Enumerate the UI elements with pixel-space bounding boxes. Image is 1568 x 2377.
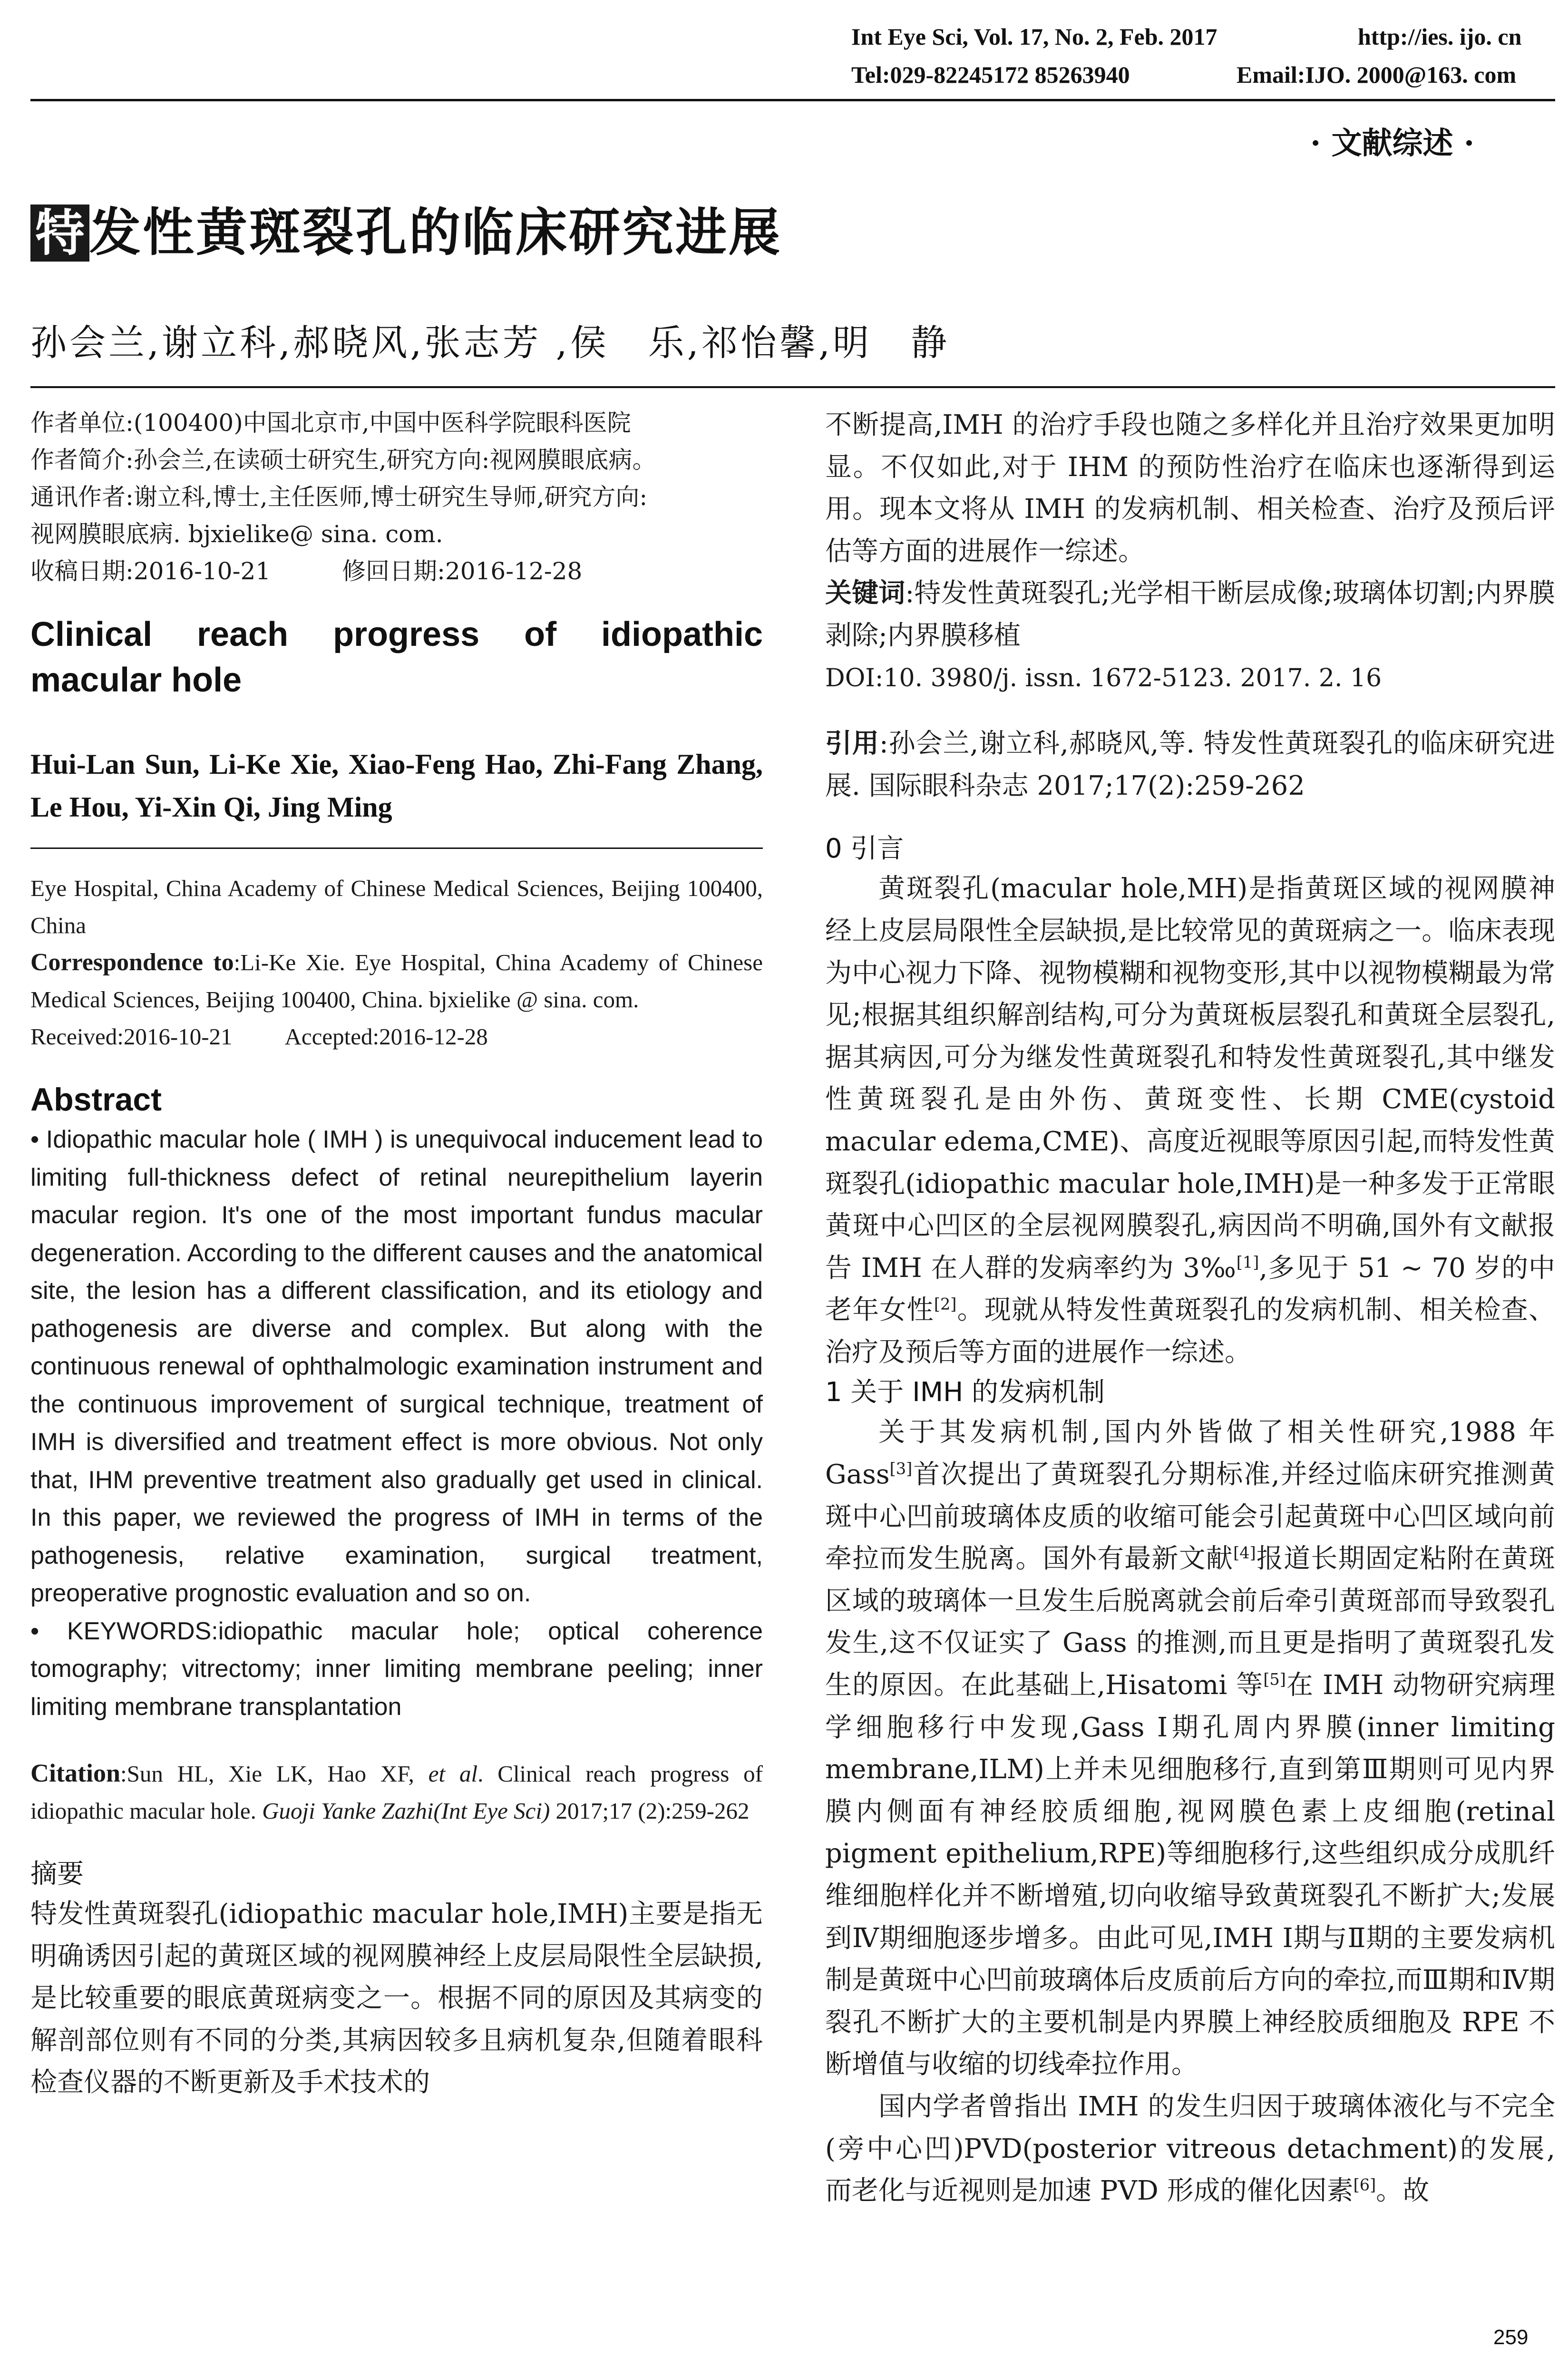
left-column xyxy=(30,404,763,2104)
section-0-body: 黄斑裂孔(macular hole,MH)是指黄斑区域的视网膜神经上皮层局限性全层缺损,是比较常见的黄斑病之一。临床表现为中心视力下降、视物模糊和视物变形,其中以视物模糊最为常见;根据其组织解剖结构,可分为黄斑板层裂孔和黄斑全层裂孔,据其病因,可分为继发性黄斑裂孔和特发性黄斑裂孔,其中继发性黄斑裂孔是由外伤、黄斑变性、长期 CME(cystoid macular edema,CME)、高度近视眼等原因引起,而特发性黄斑裂孔(idiopathic macular hole,IMH)是一种多发于正常眼黄斑中心凹区的全层视网膜裂孔,病因尚不明确,国外有文献报告 IMH 在人群的发病率约为 3‰[1],多见于 51 ~ 70 岁的中老年女性[2]。现就从特发性黄斑裂孔的发病机制、相关检查、治疗及预后等方面的进展作一综述。 xyxy=(825,873,1556,1368)
title-text: 发性黄斑裂孔的临床研究进展 xyxy=(89,203,782,263)
citation-en xyxy=(30,1754,763,1830)
author-affiliation: 作者单位:(100400)中国北京市,中国中医科学院眼科医院 xyxy=(30,409,631,437)
citation-cn xyxy=(825,723,1555,807)
accepted-date: Accepted:2016-12-28 xyxy=(284,1023,488,1050)
authors-rule xyxy=(30,848,763,849)
ref-2[interactable]: [2] xyxy=(934,1295,957,1314)
right-column xyxy=(825,404,1555,2212)
article-title xyxy=(30,205,782,262)
doi: DOI:10. 3980/j. issn. 1672-5123. 2017. 2. 16 xyxy=(825,663,1382,692)
ref-6[interactable]: [6] xyxy=(1353,2175,1376,2194)
author-bio: 作者简介:孙会兰,在读硕士研究生,研究方向:视网膜眼底病。 xyxy=(30,446,656,474)
received-date: Received:2016-10-21 xyxy=(30,1023,233,1050)
corresponding-email: 视网膜眼底病. bjxielike@ sina. com. xyxy=(30,520,443,548)
ref-5[interactable]: [5] xyxy=(1263,1670,1286,1689)
section-1-paragraph-1: 关于其发病机制,国内外皆做了相关性研究,1988 年 Gass[3]首次提出了黄斑裂孔分期标准,并经过临床研究推测黄斑中心凹前玻璃体皮质的收缩可能会引起黄斑中心凹区域向前牵拉而发生脱离。国外有最新文献[4]报道长期固定粘附在黄斑区域的玻璃体一旦发生后脱离就会前后牵引黄斑部而导致裂孔发生,这不仅证实了 Gass 的推测,而且更是指明了黄斑裂孔发生的原因。在此基础上,Hisatomi 等[5]在 IMH 动物研究病理学细胞移行中发现,Gass Ⅰ期孔周内界膜(inner limiting membrane,ILM)上并未见细胞移行,直到第Ⅲ期则可见内界膜内侧面有神经胶质细胞,视网膜色素上皮细胞(retinal pigment epithelium,RPE)等细胞移行,这些组织成分成肌纤维细胞样化并不断增殖,切向收缩导致黄斑裂孔不断扩大;发展到Ⅳ期细胞逐步增多。由此可见,IMH Ⅰ期与Ⅱ期的主要发病机制是黄斑中心凹前玻璃体后皮质前后方向的牵拉,而Ⅲ期和Ⅳ期裂孔不断扩大的主要机制是内界膜上神经胶质细胞及 RPE 不断增值与收缩的切线牵拉作用。 xyxy=(825,1417,1556,2080)
english-authors: Hui-Lan Sun, Li-Ke Xie, Xiao-Feng Hao, Zhi-Fang Zhang, Le Hou, Yi-Xin Qi, Jing Ming xyxy=(30,749,763,823)
correspondence xyxy=(30,944,763,1018)
english-title: Clinical reach progress of idiopathic macular hole xyxy=(30,615,763,699)
keywords-en: • KEYWORDS:idiopathic macular hole; optical coherence tomography; vitrectomy; inner limiting membrane peeling; inner limiting membrane transplantation xyxy=(30,1617,763,1721)
correspondence-label: Correspondence to xyxy=(30,949,234,976)
abstract-heading: Abstract xyxy=(30,1081,162,1118)
ref-1[interactable]: [1] xyxy=(1236,1253,1259,1272)
citation-cn-label: 引用 xyxy=(825,728,879,760)
keywords-cn xyxy=(825,573,1555,657)
citation-label: Citation xyxy=(30,1759,120,1787)
section-1-paragraph-2: 国内学者曾指出 IMH 的发生归因于玻璃体液化与不完全(旁中心凹)PVD(posterior vitreous detachment)的发展,而老化与近视则是加速 PVD 形成的催化因素[6]。故 xyxy=(825,2091,1555,2207)
citation-text-2: . Clinical reach progress of idiopathic macular hole. xyxy=(30,1761,763,1824)
keywords-cn-text: :特发性黄斑裂孔;光学相干断层成像;玻璃体切割;内界膜剥除;内界膜移植 xyxy=(825,578,1556,651)
citation-etal: et al xyxy=(428,1761,478,1787)
zhaiyao-body: 特发性黄斑裂孔(idiopathic macular hole,IMH)主要是指无明确诱因引起的黄斑区域的视网膜神经上皮层局限性全层缺损,是比较重要的眼底黄斑病变之一。根据不同的原因及其病变的解剖部位则有不同的分类,其病因较多且病机复杂,但随着眼科检查仪器的不断更新及手术技术的 xyxy=(30,1899,763,2098)
section-0-heading: 0 引言 xyxy=(825,833,904,865)
page-number: 259 xyxy=(1493,2326,1529,2349)
ref-3[interactable]: [3] xyxy=(889,1459,913,1478)
journal-tel: Tel:029-82245172 85263940 xyxy=(851,61,1130,88)
section-label: · 文献综述 · xyxy=(1310,126,1475,161)
citation-text-3: 2017;17 (2):259-262 xyxy=(550,1798,750,1824)
ref-4[interactable]: [4] xyxy=(1233,1543,1256,1562)
citation-cn-text: :孙会兰,谢立科,郝晓风,等. 特发性黄斑裂孔的临床研究进展. 国际眼科杂志 2017;17(2):259-262 xyxy=(825,728,1556,801)
author-meta xyxy=(30,404,763,590)
zhaiyao-heading: 摘要 xyxy=(30,1859,84,1890)
abstract-body: • Idiopathic macular hole ( IMH ) is unequivocal inducement lead to limiting full-thickness defect of retinal neurepithelium layerin macular region. It's one of the most important fundus macular degeneration. According to the different causes and the anatomical site, the lesion has a different classification, and its etiology and pathogenesis are diverse and complex. But along with the continuous renewal of ophthalmologic examination instrument and the continuous improvement of surgical technique, treatment of IMH is diversified and treatment effect is more obvious. Not only that, IHM preventive treatment also gradually get used in clinical. In this paper, we reviewed the progress of IMH in terms of the pathogenesis, relative examination, surgical treatment, preoperative prognostic evaluation and so on. xyxy=(30,1126,763,1607)
citation-journal: Guoji Yanke Zazhi(Int Eye Sci) xyxy=(262,1798,550,1824)
section-1-heading: 1 关于 IMH 的发病机制 xyxy=(825,1377,1105,1408)
keywords-cn-label: 关键词 xyxy=(825,578,906,609)
received-dates-cn: 收稿日期:2016-10-21 修回日期:2016-12-28 xyxy=(30,557,583,585)
corresponding-author: 通讯作者:谢立科,博士,主任医师,博士研究生导师,研究方向: xyxy=(30,483,648,511)
zhaiyao-continued: 不断提高,IMH 的治疗手段也随之多样化并且治疗效果更加明显。不仅如此,对于 IHM 的预防性治疗在临床也逐渐得到运用。现本文将从 IMH 的发病机制、相关检查、治疗及预后评估等方面的进展作一综述。 xyxy=(825,409,1555,567)
header-rule xyxy=(30,99,1555,101)
journal-line: Int Eye Sci, Vol. 17, No. 2, Feb. 2017 xyxy=(851,23,1217,50)
journal-email[interactable]: Email:IJO. 2000@163. com xyxy=(1237,61,1517,88)
authors-cn: 孙会兰,谢立科,郝晓风,张志芳 ,侯 乐,祁怡馨,明 静 xyxy=(30,321,950,364)
title-rule xyxy=(30,386,1555,388)
journal-url[interactable]: http://ies. ijo. cn xyxy=(1358,23,1522,50)
correspondence-text: :Li-Ke Xie. Eye Hospital, China Academy of Chinese Medical Sciences, Beijing 100400, China. bjxielike @ sina. com. xyxy=(30,949,763,1013)
english-affiliation: Eye Hospital, China Academy of Chinese Medical Sciences, Beijing 100400, China xyxy=(30,875,763,938)
title-drop-badge: 特 xyxy=(30,205,89,262)
citation-text-1: :Sun HL, Xie LK, Hao XF, xyxy=(120,1761,429,1787)
received-accepted xyxy=(30,1018,763,1055)
